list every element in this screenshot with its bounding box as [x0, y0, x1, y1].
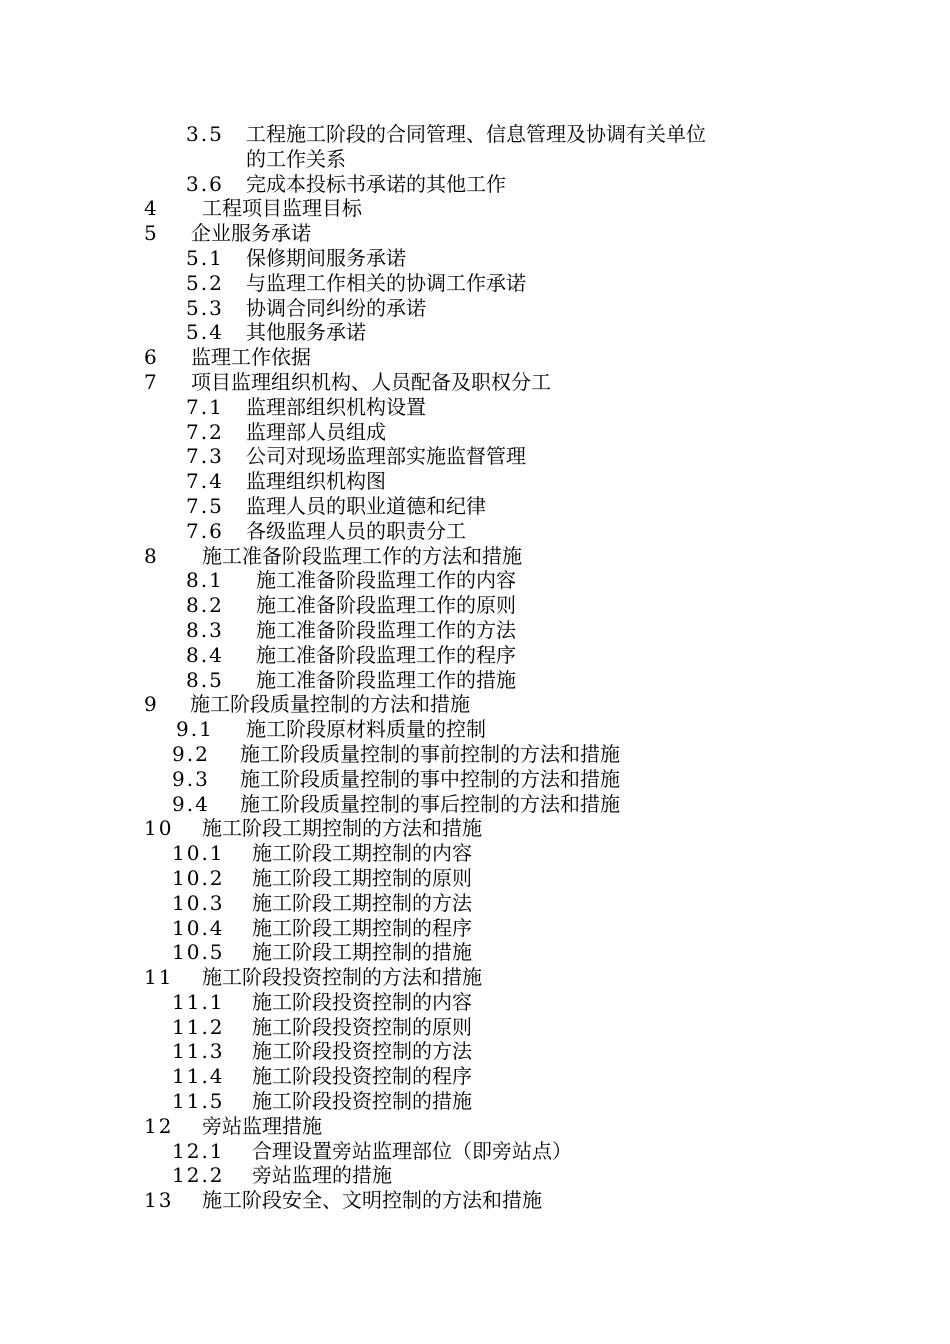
- toc-entry-number: 12.1: [172, 1138, 225, 1163]
- toc-entry: [0, 1089, 950, 1114]
- toc-entry-title: 施工阶段工期控制的内容: [252, 841, 472, 866]
- toc-entry-number: 10.1: [172, 841, 225, 866]
- toc-entry-title: 的工作关系: [246, 146, 346, 171]
- toc-entry: [0, 891, 950, 916]
- toc-entry-number: 9: [144, 692, 159, 717]
- toc-entry: [0, 643, 950, 668]
- toc-entry-number: 11.3: [172, 1039, 225, 1064]
- toc-entry: [0, 395, 950, 420]
- toc-entry-number: 11.2: [172, 1014, 225, 1039]
- toc-entry: [0, 990, 950, 1015]
- toc-entry-number: 11: [144, 965, 174, 990]
- toc-entry: [0, 1015, 950, 1040]
- toc-entry: [0, 172, 950, 197]
- toc-entry-title: 监理组织机构图: [246, 469, 386, 494]
- toc-entry: [0, 370, 950, 395]
- toc-entry-number: 9.3: [172, 766, 210, 791]
- toc-entry: [0, 246, 950, 271]
- toc-entry: [0, 668, 950, 693]
- toc-entry-number: 8.4: [186, 642, 224, 667]
- toc-entry: [0, 469, 950, 494]
- toc-entry: [0, 940, 950, 965]
- toc-entry: [0, 420, 950, 445]
- toc-entry-title: 施工阶段工期控制的程序: [252, 915, 472, 940]
- toc-entry: [0, 296, 950, 321]
- toc-entry-title: 旁站监理的措施: [252, 1163, 392, 1188]
- toc-entry-title: 施工准备阶段监理工作的内容: [256, 568, 516, 593]
- toc-entry: [0, 345, 950, 370]
- toc-entry: [0, 147, 950, 172]
- toc-entry-number: 3.6: [186, 171, 224, 196]
- toc-entry-title: 施工阶段工期控制的方法和措施: [202, 816, 482, 841]
- toc-entry-number: 9.4: [172, 791, 210, 816]
- toc-entry: [0, 767, 950, 792]
- toc-entry-number: 8: [144, 543, 159, 568]
- toc-entry-title: 旁站监理措施: [202, 1113, 322, 1138]
- toc-entry-title: 各级监理人员的职责分工: [246, 518, 466, 543]
- toc-entry-number: 10.5: [172, 940, 225, 965]
- toc-entry-title: 施工阶段投资控制的内容: [252, 989, 472, 1014]
- toc-entry-title: 监理人员的职业道德和纪律: [246, 493, 486, 518]
- toc-entry: [0, 717, 950, 742]
- toc-entry: [0, 519, 950, 544]
- toc-entry: [0, 122, 950, 147]
- toc-entry-number: 8.1: [186, 568, 224, 593]
- toc-entry-number: 13: [144, 1188, 174, 1213]
- toc-entry-title: 监理部组织机构设置: [246, 394, 426, 419]
- toc-entry-title: 施工准备阶段监理工作的原则: [256, 593, 516, 618]
- toc-entry-title: 施工阶段安全、文明控制的方法和措施: [202, 1188, 542, 1213]
- toc-entry-number: 5.2: [186, 270, 224, 295]
- toc-entry: [0, 1039, 950, 1064]
- toc-entry-number: 12: [144, 1113, 174, 1138]
- toc-entry-title: 工程施工阶段的合同管理、信息管理及协调有关单位: [246, 122, 706, 146]
- toc-entry: [0, 916, 950, 941]
- toc-entry-number: 11.1: [172, 989, 225, 1014]
- toc-entry-number: 10.2: [172, 865, 225, 890]
- toc-entry: [0, 271, 950, 296]
- toc-entry-number: 7.4: [186, 469, 224, 494]
- toc-entry-number: 8.2: [186, 593, 224, 618]
- toc-entry-number: 6: [144, 345, 159, 370]
- toc-entry-title: 公司对现场监理部实施监督管理: [246, 444, 526, 469]
- toc-entry-number: 7.5: [186, 493, 224, 518]
- toc-entry-number: 11.5: [172, 1089, 225, 1114]
- toc-entry-title: 施工阶段投资控制的方法: [252, 1039, 472, 1064]
- toc-entry-title: 施工阶段工期控制的措施: [252, 940, 472, 965]
- toc-entry-number: 5: [144, 221, 159, 246]
- toc-entry-number: 10: [144, 816, 174, 841]
- toc-entry-title: 协调合同纠纷的承诺: [246, 295, 426, 320]
- toc-entry-number: 7.1: [186, 394, 224, 419]
- toc-entry-title: 与监理工作相关的协调工作承诺: [246, 270, 526, 295]
- toc-entry-title: 施工阶段投资控制的程序: [252, 1064, 472, 1089]
- toc-entry-title: 施工阶段质量控制的事中控制的方法和措施: [240, 766, 620, 791]
- toc-entry-title: 施工阶段投资控制的措施: [252, 1089, 472, 1114]
- toc-entry-title: 施工阶段工期控制的原则: [252, 865, 472, 890]
- toc-entry-number: 7.6: [186, 518, 224, 543]
- toc-entry: [0, 544, 950, 569]
- toc-entry: [0, 866, 950, 891]
- toc-entry-number: 3.5: [186, 122, 224, 146]
- toc-entry: [0, 320, 950, 345]
- toc-entry: [0, 841, 950, 866]
- toc-entry: [0, 1139, 950, 1164]
- toc-entry-title: 施工准备阶段监理工作的方法和措施: [202, 543, 522, 568]
- toc-entry: [0, 618, 950, 643]
- toc-entry-title: 施工阶段投资控制的原则: [252, 1014, 472, 1039]
- toc-entry: [0, 221, 950, 246]
- toc-entry: [0, 1064, 950, 1089]
- toc-entry-title: 施工准备阶段监理工作的方法: [256, 617, 516, 642]
- toc-entry-title: 施工准备阶段监理工作的措施: [256, 667, 516, 692]
- toc-entry-title: 其他服务承诺: [246, 320, 366, 345]
- toc-entry: [0, 196, 950, 221]
- toc-entry-number: 9.1: [176, 717, 214, 742]
- toc-entry: [0, 742, 950, 767]
- table-of-contents: [0, 122, 950, 1213]
- toc-entry-title: 施工阶段投资控制的方法和措施: [202, 965, 482, 990]
- toc-entry-title: 施工阶段质量控制的事前控制的方法和措施: [240, 741, 620, 766]
- toc-entry-title: 项目监理组织机构、人员配备及职权分工: [191, 369, 551, 394]
- toc-entry-number: 7.2: [186, 419, 224, 444]
- toc-entry: [0, 593, 950, 618]
- toc-entry: [0, 1114, 950, 1139]
- toc-entry-number: 10.3: [172, 890, 225, 915]
- toc-entry-number: 9.2: [172, 741, 210, 766]
- toc-entry-number: 10.4: [172, 915, 225, 940]
- toc-entry-number: 11.4: [172, 1064, 225, 1089]
- toc-entry-title: 施工阶段原材料质量的控制: [246, 717, 486, 742]
- toc-entry-number: 12.2: [172, 1163, 225, 1188]
- toc-entry: [0, 1188, 950, 1213]
- toc-entry: [0, 965, 950, 990]
- toc-entry: [0, 792, 950, 817]
- toc-entry-number: 8.3: [186, 617, 224, 642]
- toc-entry: [0, 816, 950, 841]
- toc-entry-title: 企业服务承诺: [191, 221, 311, 246]
- toc-entry: [0, 444, 950, 469]
- toc-entry-number: 7: [144, 369, 159, 394]
- toc-entry-title: 施工阶段质量控制的方法和措施: [190, 692, 470, 717]
- toc-entry: [0, 568, 950, 593]
- toc-entry-title: 完成本投标书承诺的其他工作: [246, 171, 506, 196]
- toc-entry-title: 合理设置旁站监理部位（即旁站点）: [252, 1138, 572, 1163]
- toc-entry-number: 4: [144, 196, 159, 221]
- toc-entry-title: 监理部人员组成: [246, 419, 386, 444]
- toc-entry-number: 8.5: [186, 667, 224, 692]
- toc-entry-title: 保修期间服务承诺: [246, 245, 406, 270]
- toc-entry: [0, 494, 950, 519]
- toc-entry: [0, 1163, 950, 1188]
- toc-entry-number: 5.1: [186, 245, 224, 270]
- toc-entry-number: 5.4: [186, 320, 224, 345]
- toc-entry-title: 施工准备阶段监理工作的程序: [256, 642, 516, 667]
- toc-entry: [0, 692, 950, 717]
- toc-entry-number: 5.3: [186, 295, 224, 320]
- toc-entry-number: 7.3: [186, 444, 224, 469]
- toc-entry-title: 施工阶段工期控制的方法: [252, 890, 472, 915]
- toc-entry-title: 工程项目监理目标: [202, 196, 362, 221]
- toc-entry-title: 监理工作依据: [191, 345, 311, 370]
- toc-entry-title: 施工阶段质量控制的事后控制的方法和措施: [240, 791, 620, 816]
